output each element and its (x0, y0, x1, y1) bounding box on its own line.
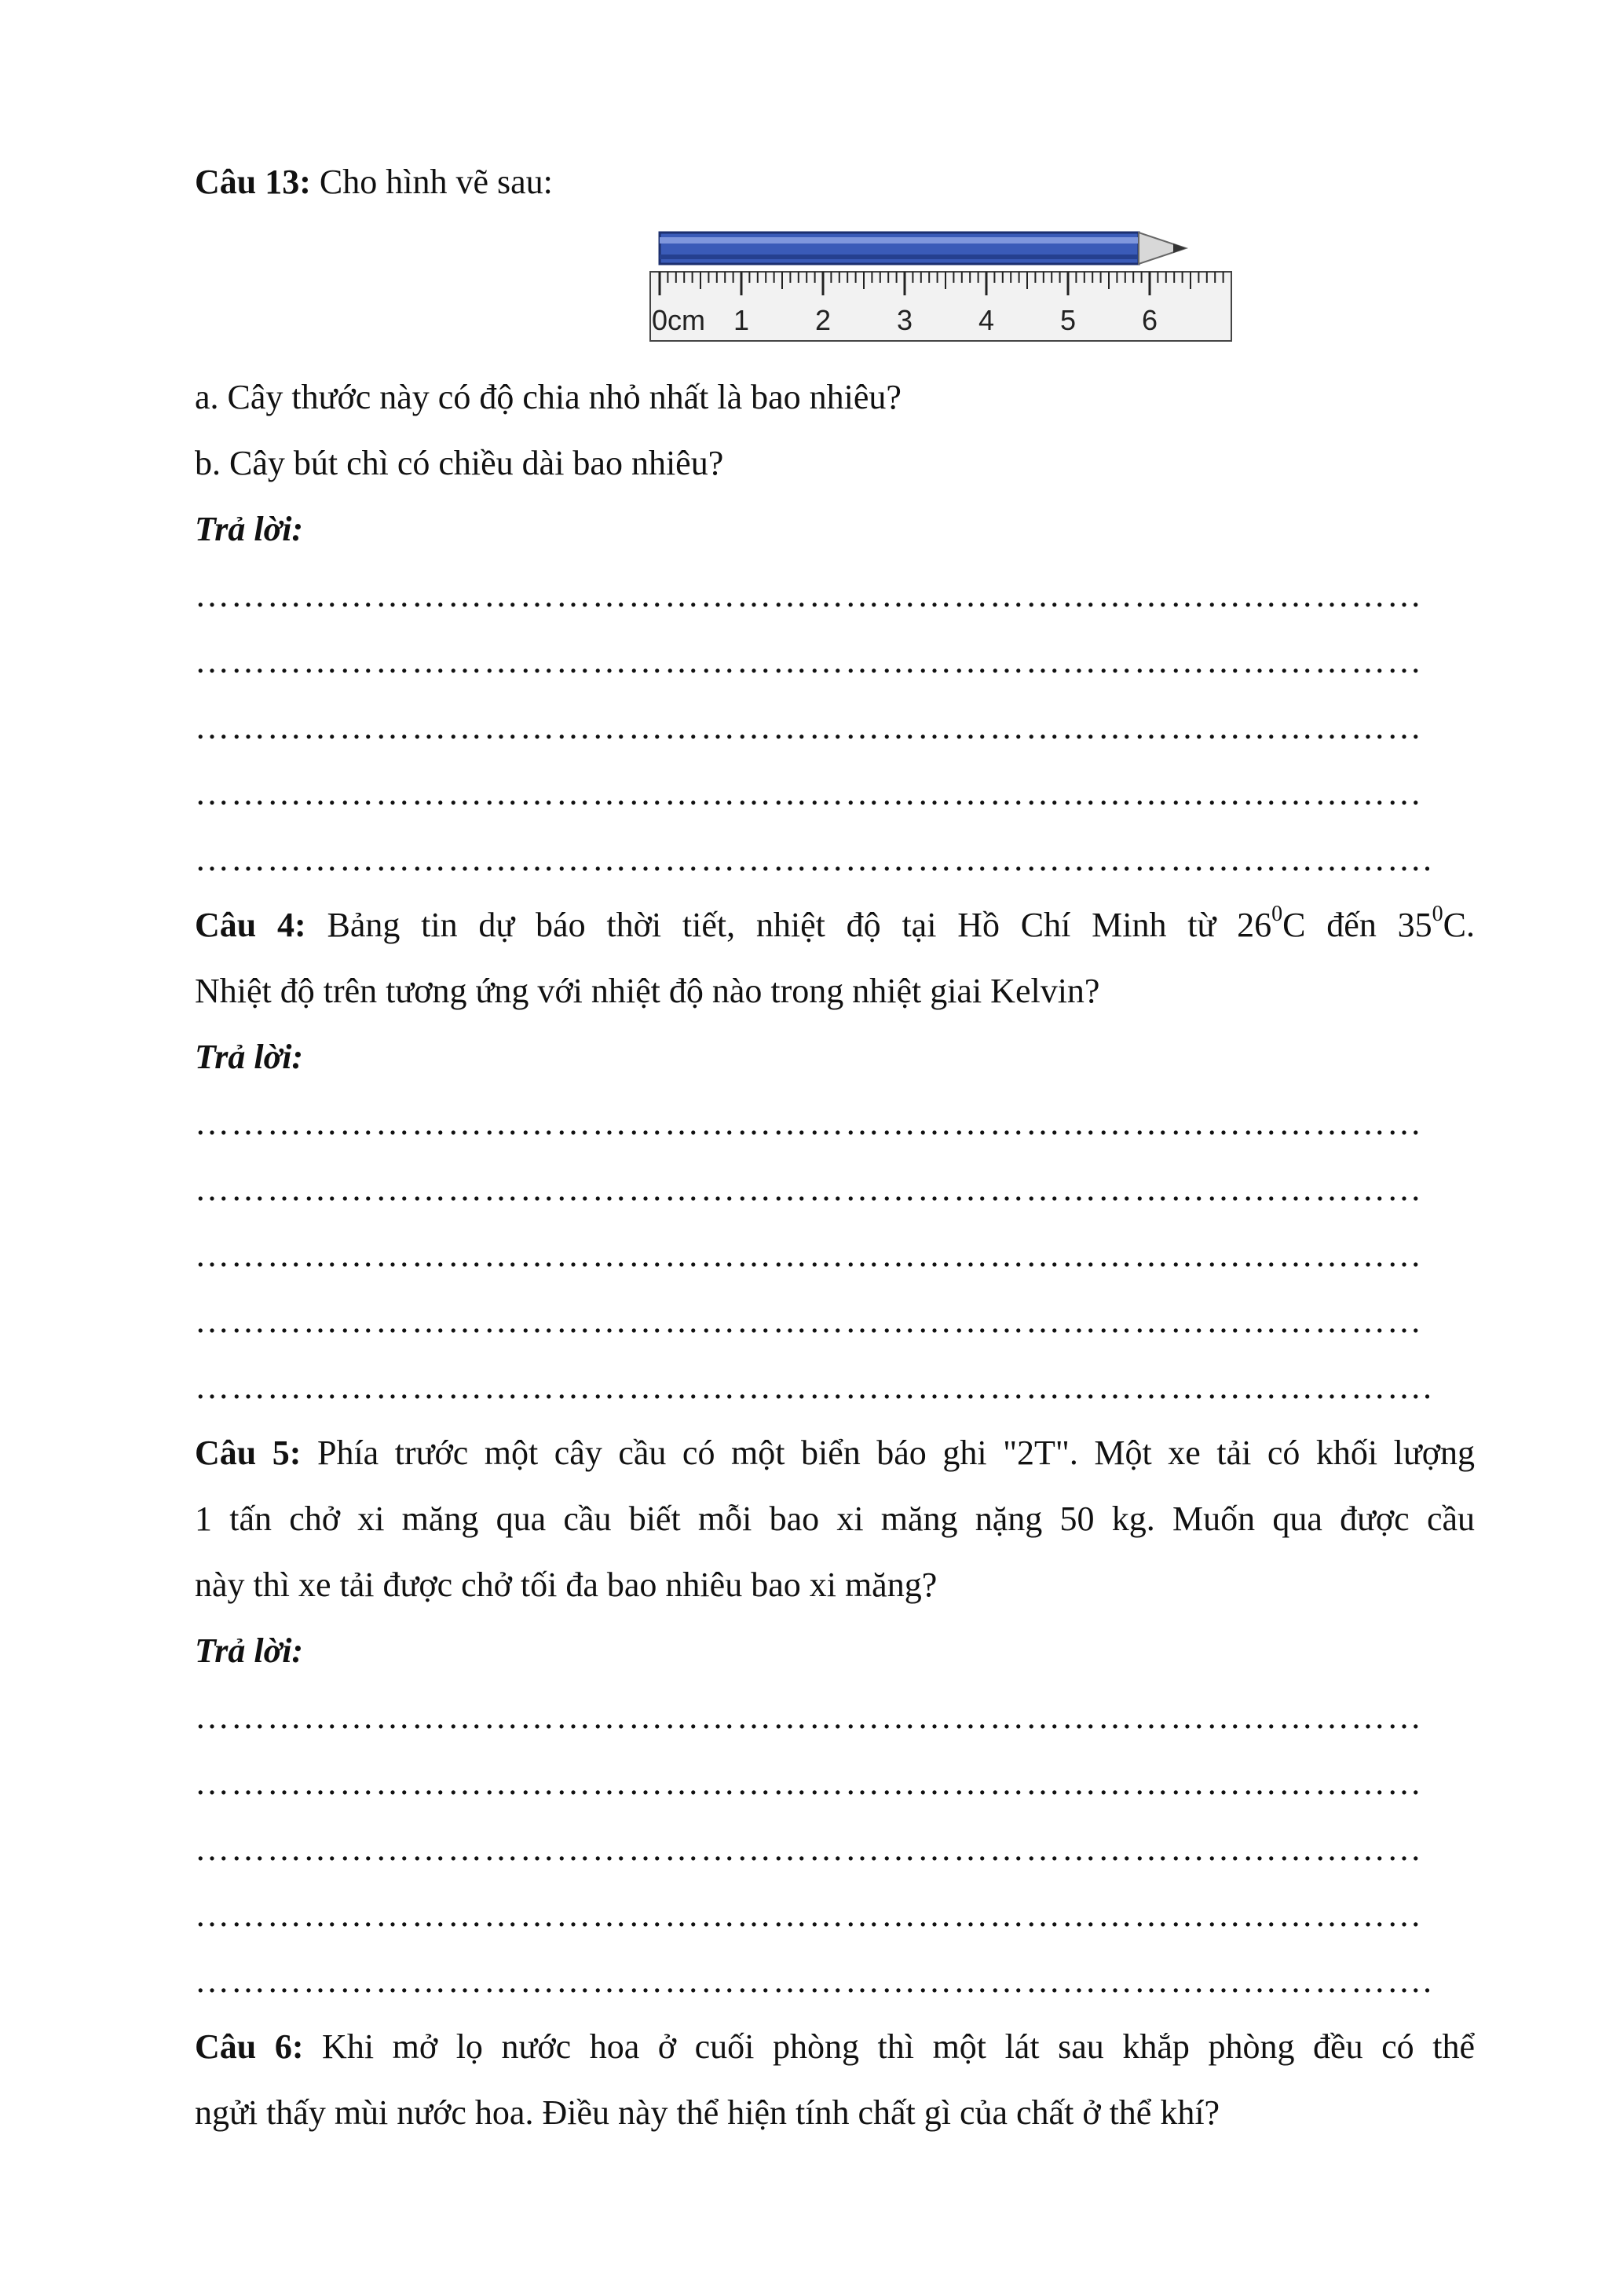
question-13-part-b: b. Cây bút chì có chiều dài bao nhiêu? (195, 444, 724, 482)
question-5-text: Phía trước một cây cầu có một biển báo ghi "2T". Một xe tải có khối lượng (301, 1434, 1476, 1472)
question-4-text-b: C đến 35 (1282, 906, 1432, 944)
answer-line[interactable]: ………………………………………………………………………………………… (195, 642, 1423, 680)
question-4-text-a: Bảng tin dự báo thời tiết, nhiệt độ tại Hồ Chí Minh từ 26 (305, 906, 1272, 944)
ruler-number-2: 2 (815, 304, 832, 336)
answer-line[interactable]: ………………………………………………………………………………………… (195, 774, 1423, 812)
question-4-line-1 (195, 892, 1475, 958)
question-5-line-1 (195, 1420, 1475, 1486)
answer-line[interactable]: ………………………………………………………………………………………… (195, 1302, 1423, 1340)
worksheet-page (195, 149, 1475, 2146)
question-13-heading (195, 149, 1475, 215)
ruler-number-6: 6 (1142, 304, 1158, 336)
ruler-number-3: 3 (897, 304, 913, 336)
answer-line[interactable]: ………………………………………………………………………………………… (195, 1895, 1423, 1934)
question-4-text-c: C. (1443, 906, 1475, 944)
answer-line[interactable]: …………………………………………………………………………………………. (195, 1368, 1433, 1406)
answer-line[interactable]: ………………………………………………………………………………………… (195, 1104, 1423, 1142)
question-6-line-1 (195, 2014, 1475, 2080)
answer-line[interactable]: …………………………………………………………………………………………. (195, 840, 1433, 878)
pencil (660, 233, 1186, 264)
ruler-unit-label: 0cm (652, 304, 706, 336)
question-5-label: Câu 5: (195, 1434, 302, 1472)
answer-label-5: Trả lời: (195, 1631, 304, 1670)
question-6-text: Khi mở lọ nước hoa ở cuối phòng thì một lát sau khắp phòng đều có thể (303, 2027, 1475, 2066)
question-13-label: Câu 13: (195, 163, 311, 201)
question-5-line-3: này thì xe tải được chở tối đa bao nhiêu bao xi măng? (195, 1565, 938, 1604)
answer-line[interactable]: …………………………………………………………………………………………. (195, 1961, 1433, 2000)
degree-superscript: 0 (1432, 902, 1443, 927)
answer-line[interactable]: ………………………………………………………………………………………… (195, 1763, 1423, 1802)
answer-line[interactable]: ………………………………………………………………………………………… (195, 576, 1423, 614)
answer-label-4: Trả lời: (195, 1038, 304, 1076)
answer-label-13: Trả lời: (195, 510, 304, 548)
ruler-number-4: 4 (978, 304, 995, 336)
ruler (650, 272, 1231, 341)
question-4-line-2: Nhiệt độ trên tương ứng với nhiệt độ nào trong nhiệt giai Kelvin? (195, 972, 1100, 1010)
degree-superscript: 0 (1271, 902, 1283, 927)
ruler-number-1: 1 (733, 304, 750, 336)
question-4-label: Câu 4: (195, 906, 306, 944)
answer-line[interactable]: ………………………………………………………………………………………… (195, 1236, 1423, 1274)
answer-line[interactable]: ………………………………………………………………………………………… (195, 1170, 1423, 1208)
answer-line[interactable]: ………………………………………………………………………………………… (195, 1829, 1423, 1868)
question-13-part-a: a. Cây thước này có độ chia nhỏ nhất là bao nhiêu? (195, 378, 902, 416)
answer-line[interactable]: ………………………………………………………………………………………… (195, 1697, 1423, 1736)
ruler-pencil-figure (195, 220, 1475, 353)
question-6-label: Câu 6: (195, 2027, 304, 2066)
question-6-line-2: ngửi thấy mùi nước hoa. Điều này thể hiện tính chất gì của chất ở thể khí? (195, 2093, 1220, 2132)
answer-line[interactable]: ………………………………………………………………………………………… (195, 708, 1423, 746)
question-13-text: Cho hình vẽ sau: (310, 163, 553, 201)
question-5-line-2: 1 tấn chở xi măng qua cầu biết mỗi bao xi măng nặng 50 kg. Muốn qua được cầu (195, 1500, 1475, 1538)
ruler-number-5: 5 (1060, 304, 1077, 336)
ruler-pencil-illustration (454, 220, 1239, 353)
